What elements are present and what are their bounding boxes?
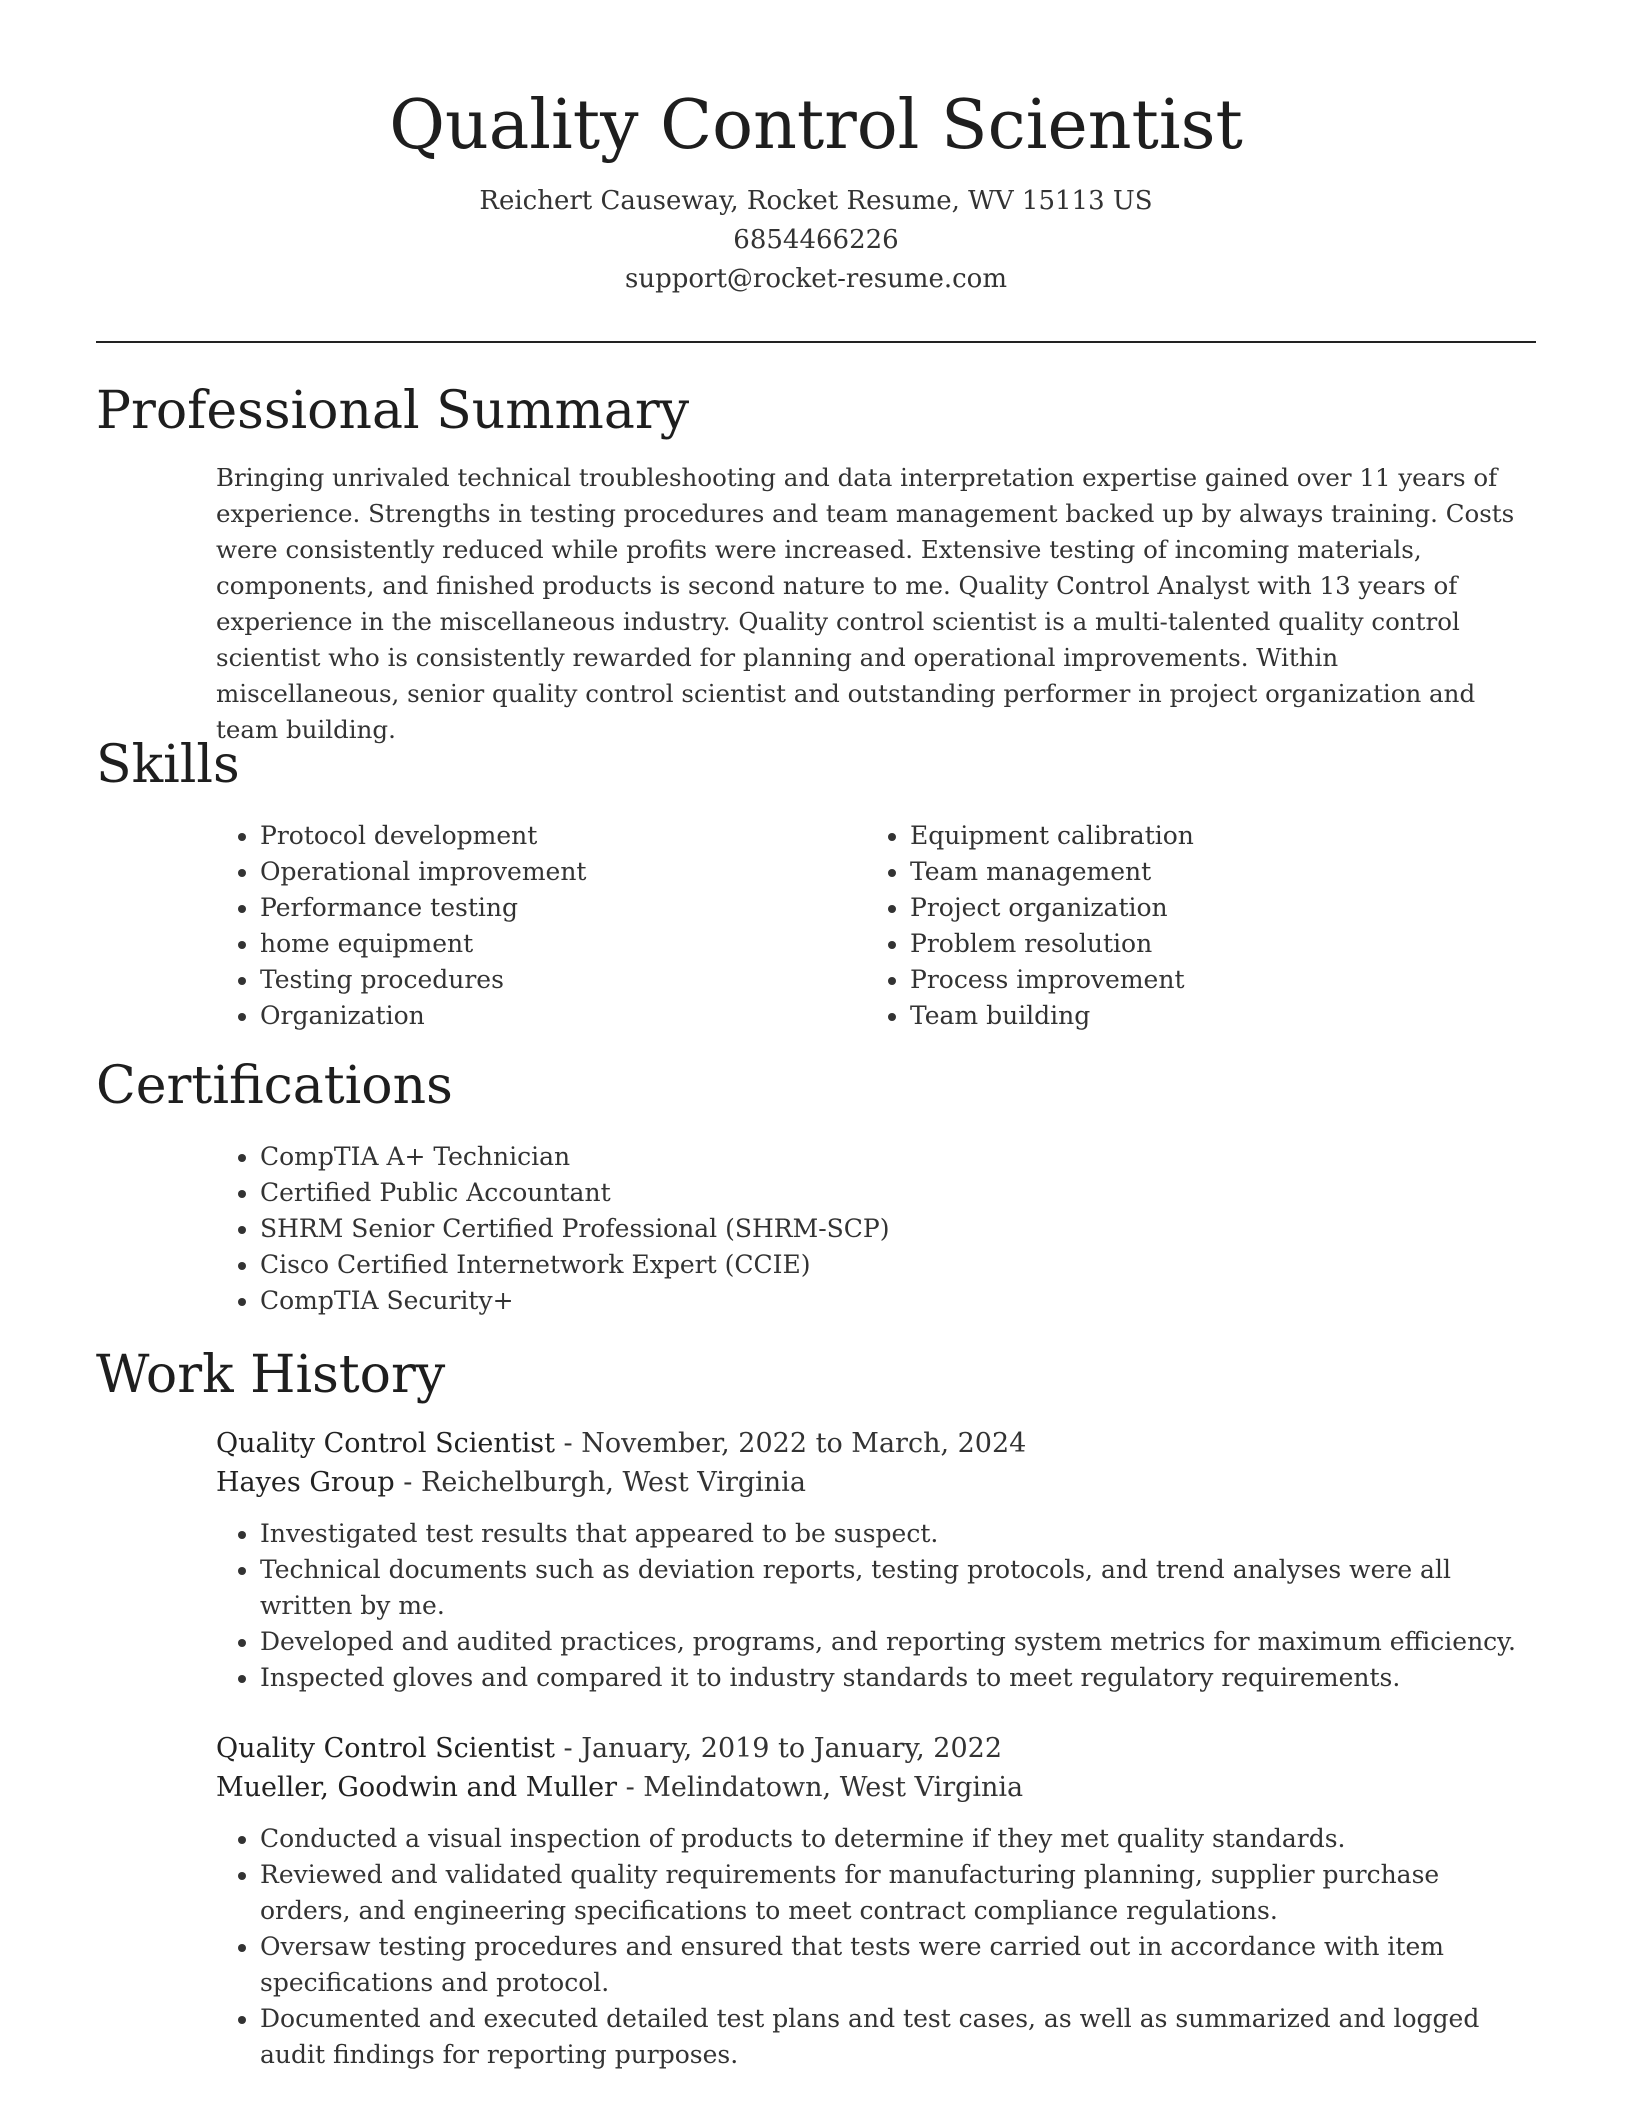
job-location: - Reichelburgh, West Virginia bbox=[394, 1467, 806, 1498]
job-company-line bbox=[216, 1768, 1536, 1807]
job-dates: - January, 2019 to January, 2022 bbox=[554, 1733, 1002, 1764]
skills-column-left bbox=[216, 818, 586, 1034]
job-title-line bbox=[216, 1729, 1536, 1768]
section-title-summary: Professional Summary bbox=[96, 381, 690, 441]
job-bullet: • Investigated test results that appeared to be suspect. bbox=[260, 1516, 1536, 1552]
job-company: Mueller, Goodwin and Muller bbox=[216, 1772, 617, 1803]
job-bullet: • Conducted a visual inspection of products to determine if they met quality standards. bbox=[260, 1821, 1536, 1857]
contact-address: Reichert Causeway, Rocket Resume, WV 15113 US bbox=[479, 186, 1153, 216]
skill-item: • Team building bbox=[910, 998, 1194, 1034]
section-title-skills: Skills bbox=[96, 735, 240, 795]
job-dates: - November, 2022 to March, 2024 bbox=[554, 1428, 1027, 1459]
certification-item: • SHRM Senior Certified Professional (SHRM-SCP) bbox=[260, 1211, 890, 1247]
skill-item: • Performance testing bbox=[260, 890, 586, 926]
certification-item: • CompTIA Security+ bbox=[260, 1283, 890, 1319]
section-title-certifications: Certifications bbox=[96, 1056, 453, 1116]
section-title-work-history: Work History bbox=[96, 1345, 446, 1405]
contact-block bbox=[0, 182, 1632, 299]
skill-item: • Organization bbox=[260, 998, 586, 1034]
job-bullet: • Oversaw testing procedures and ensured that tests were carried out in accordance with item specifications and protocol. bbox=[260, 1929, 1536, 2001]
job-company: Hayes Group bbox=[216, 1467, 395, 1498]
skill-item: • Project organization bbox=[910, 890, 1194, 926]
job-bullets bbox=[216, 1516, 1536, 1696]
certification-item: • CompTIA A+ Technician bbox=[260, 1139, 890, 1175]
skill-item: • Protocol development bbox=[260, 818, 586, 854]
job-title: Quality Control Scientist bbox=[216, 1733, 555, 1764]
header-divider bbox=[96, 341, 1536, 343]
skills-column-right bbox=[866, 818, 1194, 1034]
job-entry bbox=[216, 1424, 1536, 1696]
job-bullet: • Developed and audited practices, programs, and reporting system metrics for maximum efficiency. bbox=[260, 1624, 1536, 1660]
job-company-line bbox=[216, 1463, 1536, 1502]
job-bullets bbox=[216, 1821, 1536, 2073]
job-bullet: • Reviewed and validated quality requirements for manufacturing planning, supplier purchase orders, and engineering specifications to meet contract compliance regulations. bbox=[260, 1857, 1536, 1929]
skill-item: • Testing procedures bbox=[260, 962, 586, 998]
job-title: Quality Control Scientist bbox=[216, 1428, 555, 1459]
skill-item: • Problem resolution bbox=[910, 926, 1194, 962]
job-entry bbox=[216, 1729, 1536, 2073]
job-bullet: • Documented and executed detailed test plans and test cases, as well as summarized and logged audit findings for reporting purposes. bbox=[260, 2001, 1536, 2073]
skill-item: • Process improvement bbox=[910, 962, 1194, 998]
summary-text: Bringing unrivaled technical troubleshooting and data interpretation expertise gained over 11 years of experience. Strengths in testing procedures and team management backed up by always training. Costs were consistently reduced while profits were increased. Extensive testing of incoming materials, components, and finished products is second nature to me. Quality Control Analyst with 13 years of experience in the miscellaneous industry. Quality control scientist is a multi-talented quality control scientist who is consistently rewarded for planning and operational improvements. Within miscellaneous, senior quality control scientist and outstanding performer in project organization and team building. bbox=[216, 463, 1515, 744]
certifications-list bbox=[216, 1139, 890, 1319]
contact-phone: 6854466226 bbox=[733, 225, 899, 255]
job-title-line bbox=[216, 1424, 1536, 1463]
skills-list-right bbox=[866, 818, 1194, 1034]
certifications-block bbox=[216, 1139, 890, 1319]
skills-list-left bbox=[216, 818, 586, 1034]
skill-item: • home equipment bbox=[260, 926, 586, 962]
skill-item: • Operational improvement bbox=[260, 854, 586, 890]
job-bullet: • Inspected gloves and compared it to industry standards to meet regulatory requirements. bbox=[260, 1660, 1536, 1696]
skill-item: • Team management bbox=[910, 854, 1194, 890]
skill-item: • Equipment calibration bbox=[910, 818, 1194, 854]
certification-item: • Certified Public Accountant bbox=[260, 1175, 890, 1211]
certification-item: • Cisco Certified Internetwork Expert (CCIE) bbox=[260, 1247, 890, 1283]
job-location: - Melindatown, West Virginia bbox=[617, 1772, 1024, 1803]
job-bullet: • Technical documents such as deviation reports, testing protocols, and trend analyses were all written by me. bbox=[260, 1552, 1536, 1624]
resume-header bbox=[0, 82, 1632, 299]
contact-email: support@rocket-resume.com bbox=[624, 264, 1007, 294]
resume-name: Quality Control Scientist bbox=[389, 86, 1243, 165]
